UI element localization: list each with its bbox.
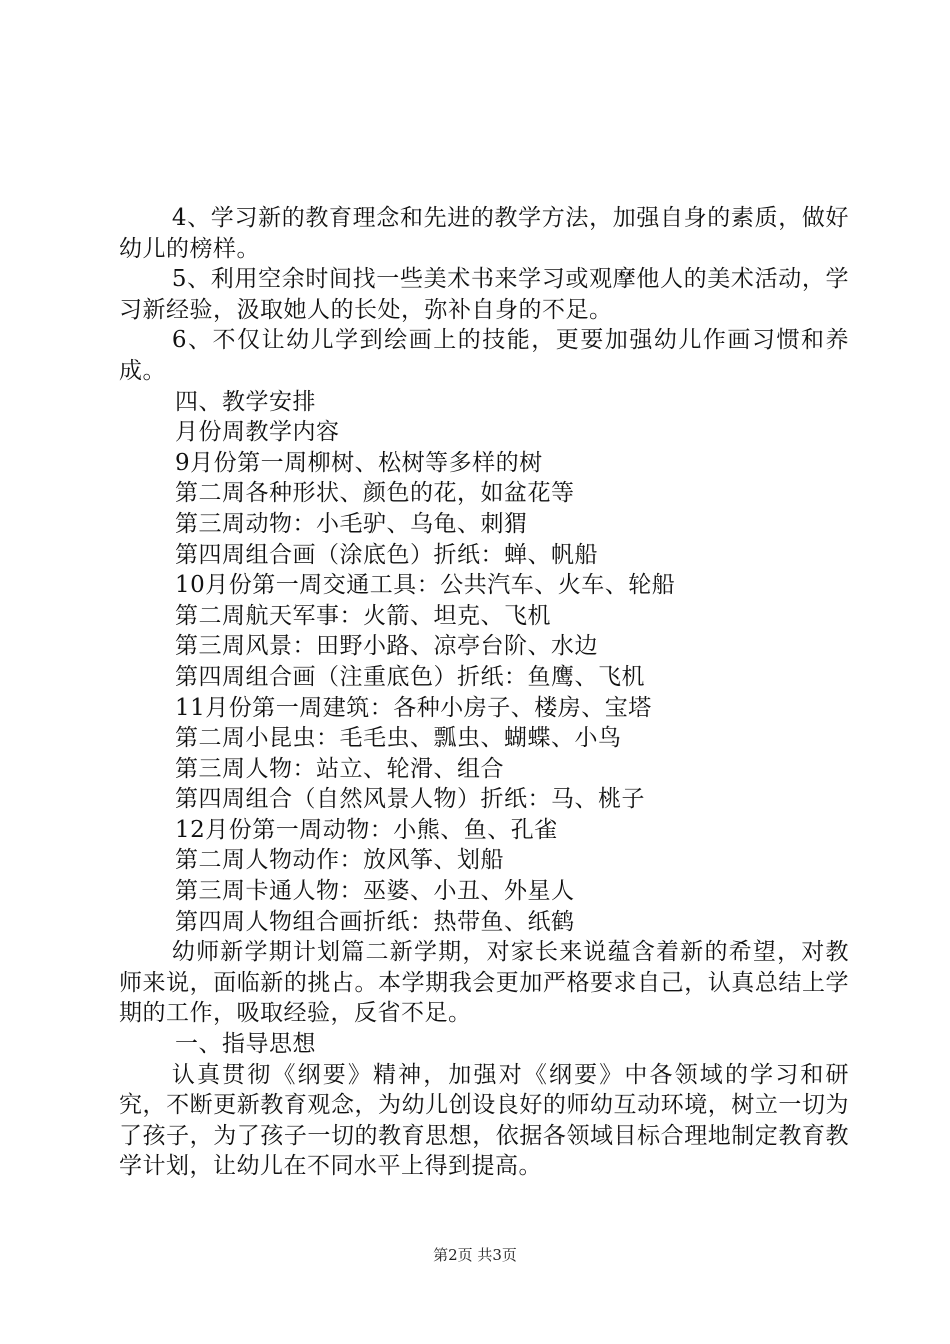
- schedule-row: 第二周航天军事：火箭、坦克、飞机: [175, 602, 551, 629]
- schedule-row: 12月份第一周动物：小熊、鱼、孔雀: [175, 816, 558, 843]
- section-heading-guiding-ideology: 一、指导思想: [175, 1031, 316, 1058]
- schedule-row: 第三周风景：田野小路、凉亭台阶、水边: [175, 633, 598, 660]
- schedule-row: 第四周人物组合画折纸：热带鱼、纸鹤: [175, 908, 575, 935]
- guiding-ideology-text: 认真贯彻《纲要》精神，加强对《纲要》中各领域的学习和研究，不断更新教育观念，为幼儿创设良好的师幼互动环境，树立一切为了孩子，为了孩子一切的教育思想，依据各领域目标合理地制定教育教学计划，让幼儿在不同水平上得到提高。: [119, 1061, 849, 1180]
- schedule-row: 第四周组合画（注重底色）折纸：鱼鹰、飞机: [175, 663, 645, 690]
- schedule-row: 第三周动物：小毛驴、乌龟、刺猬: [175, 510, 528, 537]
- schedule-row: 11月份第一周建筑：各种小房子、楼房、宝塔: [175, 694, 652, 721]
- schedule-row: 9月份第一周柳树、松树等多样的树: [175, 449, 543, 476]
- schedule-row: 第二周人物动作：放风筝、划船: [175, 847, 504, 874]
- paragraph-item-6: 6、不仅让幼儿学到绘画上的技能，更要加强幼儿作画习惯和养成。: [119, 327, 849, 384]
- document-body: [119, 203, 849, 1182]
- section-heading-teaching-arrangement: 四、教学安排: [175, 388, 316, 415]
- page-footer: 第2页 共3页: [433, 1246, 517, 1264]
- schedule-row: 第三周人物：站立、轮滑、组合: [175, 755, 504, 782]
- schedule-header: 月份周教学内容: [175, 419, 340, 446]
- schedule-row: 第二周各种形状、颜色的花，如盆花等: [175, 480, 575, 507]
- schedule-row: 第二周小昆虫：毛毛虫、瓢虫、蝴蝶、小鸟: [175, 725, 622, 752]
- paragraph-item-5: 5、利用空余时间找一些美术书来学习或观摩他人的美术活动，学习新经验，汲取她人的长处，弥补自身的不足。: [119, 266, 849, 323]
- plan-two-intro: 幼师新学期计划篇二新学期，对家长来说蕴含着新的希望，对教师来说，面临新的挑占。本学期我会更加严格要求自己，认真总结上学期的工作，吸取经验，反省不足。: [119, 939, 849, 1027]
- schedule-row: 第四周组合（自然风景人物）折纸：马、桃子: [175, 786, 645, 813]
- schedule-row: 第三周卡通人物：巫婆、小丑、外星人: [175, 878, 575, 905]
- paragraph-item-4: 4、学习新的教育理念和先进的教学方法，加强自身的素质，做好幼儿的榜样。: [119, 205, 849, 262]
- schedule-row: 第四周组合画（涂底色）折纸：蝉、帆船: [175, 541, 598, 568]
- schedule-list: [119, 448, 849, 938]
- schedule-row: 10月份第一周交通工具：公共汽车、火车、轮船: [175, 572, 676, 599]
